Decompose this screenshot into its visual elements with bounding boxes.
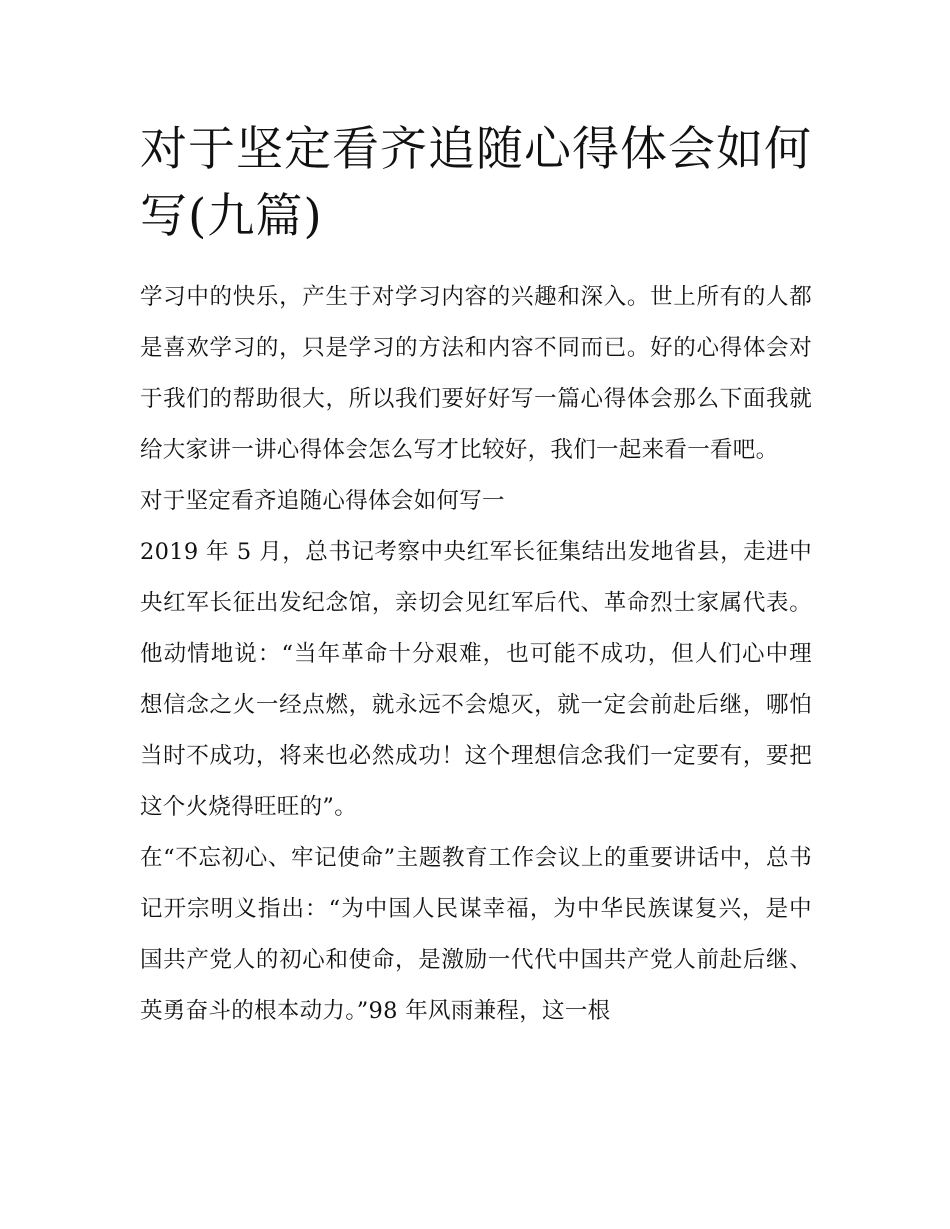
intro-paragraph: 学习中的快乐，产生于对学习内容的兴趣和深入。世上所有的人都是喜欢学习的，只是学习的方法和内容不同而已。好的心得体会对于我们的帮助很大，所以我们要好好写一篇心得体会那么下面我就给大家讲一讲心得体会怎么写才比较好，我们一起来看一看吧。 bbox=[140, 284, 812, 463]
document-page bbox=[140, 116, 812, 1037]
body-paragraph: 在“不忘初心、牢记使命”主题教育工作会议上的重要讲话中，总书记开宗明义指出：“为中国人民谋幸福，为中华民族谋复兴，是中国共产党人的初心和使命，是激励一代代中国共产党人前赴后继、英勇奋斗的根本动力。”98 年风雨兼程，这一根 bbox=[140, 845, 812, 1024]
body-paragraph: 2019 年 5 月，总书记考察中央红军长征集结出发地省县，走进中央红军长征出发纪念馆，亲切会见红军后代、革命烈士家属代表。他动情地说：“当年革命十分艰难，也可能不成功，但人们心中理想信念之火一经点燃，就永远不会熄灭，就一定会前赴后继，哪怕当时不成功，将来也必然成功！这个理想信念我们一定要有，要把这个火烧得旺旺的”。 bbox=[140, 539, 812, 820]
section-heading: 对于坚定看齐追随心得体会如何写一 bbox=[140, 488, 505, 514]
document-title: 对于坚定看齐追随心得体会如何写(九篇) bbox=[140, 122, 812, 244]
